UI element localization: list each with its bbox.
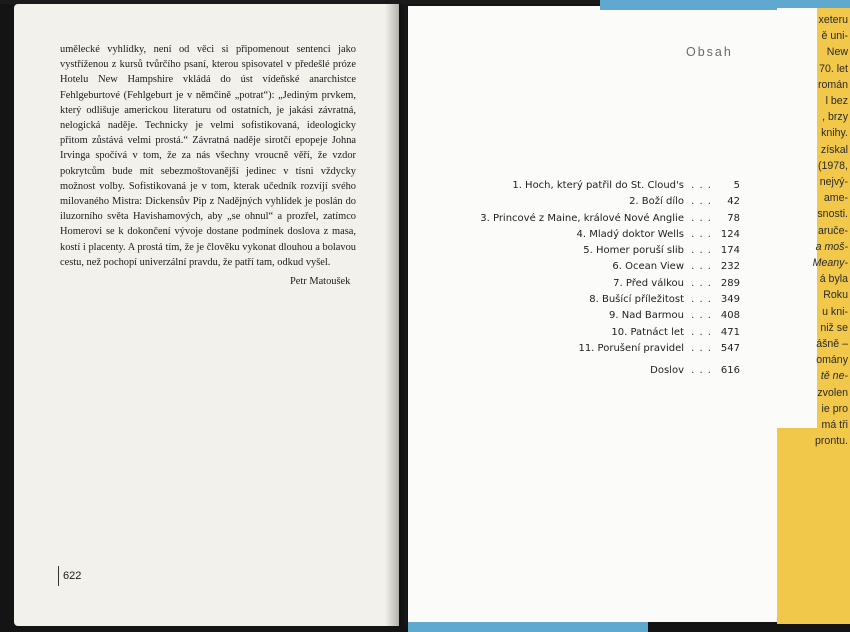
toc-dots: . . .: [691, 245, 712, 257]
flap-text: [780, 12, 848, 449]
flap-line: tě ne-: [820, 370, 848, 383]
flap-line: u kni-: [822, 305, 848, 318]
toc-title: 7. Před válkou: [613, 277, 684, 289]
toc-entry[interactable]: [470, 229, 740, 245]
flap-line: ě uni-: [821, 30, 848, 43]
flap-line: xeteru: [818, 14, 848, 26]
toc-title: 10. Patnáct let: [611, 326, 684, 338]
toc-entry-afterword[interactable]: [470, 365, 740, 381]
toc-entry[interactable]: [470, 343, 740, 359]
cover-edge-bottom: [408, 622, 648, 632]
flap-line: niž se: [820, 321, 848, 334]
toc-page: 616: [720, 365, 740, 377]
toc-title: 2. Boží dílo: [629, 196, 684, 208]
toc-page: 547: [720, 342, 740, 354]
toc-page: 349: [720, 294, 740, 306]
toc-page: 289: [720, 277, 740, 289]
toc-dots: . . .: [691, 310, 712, 322]
toc-entry[interactable]: [470, 180, 740, 196]
toc-page: 5: [733, 180, 740, 191]
flap-line: l bez: [825, 95, 848, 108]
toc-title: 11. Porušení pravidel: [578, 342, 684, 354]
toc-entry[interactable]: [470, 245, 740, 261]
toc-entry[interactable]: [470, 310, 740, 326]
page-number: 622: [58, 566, 81, 586]
toc-dots: . . .: [691, 180, 712, 191]
flap-line: á byla: [819, 273, 848, 286]
table-of-contents: [470, 180, 740, 382]
toc-dots: . . .: [691, 212, 712, 224]
flap-line: nejvý-: [819, 176, 848, 189]
flap-line: získal: [820, 143, 848, 156]
toc-title: 5. Homer poruší slib: [583, 245, 684, 257]
toc-title: 9. Nad Barmou: [609, 310, 684, 322]
toc-page: 232: [720, 261, 740, 273]
toc-page: 174: [720, 245, 740, 257]
toc-dots: . . .: [691, 277, 712, 289]
paragraph: umělecké vyhlídky, není od věci si připomenout sentenci jako vystříženou z kursů tvůrčího psaní, kterou spisovatel v předešlé próze Hotelu New Hampshire vkládá do úst vídeňské anarchistce Fehlgeburtové (Fehlgeburt je v němčině „potrat“): „Jediným prvkem, který odlišuje americkou literaturu od ostatních, je jakási závratná, nelogická naděje. Technicky je velmi sofistikovaná, ideologicky přitom zůstává velmi prostá.“ Závratná naděje sirotčí epopeje Johna Irvinga spočívá v tom, že za nás všechny vroucně věří, že vzdor pokrytcům bude mít sebezmoštovanější jedinec v tísni vždycky možnost volby. Sofistikovaná je v tom, kterak učedník rozvíjí svého milovaného Mistra: Dickensův Pip z Nadějných vyhlídek je poslán do iluzorního světa Havishamových, aby „se ohnul“ a prozřel, zatímco Homerovi se k dokončení vývoje dostane podmínek doslova z masa, kostí i placenty. A prostá tím, že je člověku vykonat dlouhou a bolavou cestu, než pochopí univerzální pravdu, že patří tam, odkud vyšel.: [60, 44, 356, 268]
toc-title: 6. Ocean View: [612, 261, 684, 273]
toc-page: 42: [727, 196, 740, 208]
flap-line: , brzy: [822, 111, 848, 124]
author-signature: Petr Matoušek: [290, 276, 351, 287]
toc-title: Doslov: [650, 365, 684, 377]
toc-entry[interactable]: [470, 327, 740, 343]
flap-line: knihy.: [821, 127, 848, 140]
flap-line: aruče-: [817, 224, 848, 237]
flap-line: a moš-: [815, 240, 848, 253]
toc-title: 4. Mladý doktor Wells: [576, 228, 684, 240]
toc-dots: . . .: [691, 326, 712, 338]
toc-dots: . . .: [691, 261, 712, 273]
flap-line: New: [826, 46, 848, 59]
toc-entry[interactable]: [470, 261, 740, 277]
toc-title: 8. Bušící příležitost: [589, 294, 684, 306]
flap-line: má tři: [821, 419, 848, 432]
toc-dots: . . .: [691, 365, 712, 377]
flap-line: omány: [816, 354, 848, 367]
flap-line: zvolen: [817, 386, 848, 399]
toc-page: 408: [720, 310, 740, 322]
flap-line: prontu.: [815, 435, 848, 448]
toc-title: 1. Hoch, který patřil do St. Cloud's: [512, 180, 684, 191]
flap-line: snosti.: [817, 208, 848, 221]
toc-dots: . . .: [691, 228, 712, 240]
toc-title: 3. Princové z Maine, králové Nové Anglie: [480, 212, 684, 224]
flap-line: román: [817, 78, 848, 91]
flap-line: Roku: [823, 289, 848, 302]
flap-line: Meany-: [812, 257, 848, 270]
toc-heading: Obsah: [686, 45, 733, 59]
toc-page: 124: [720, 228, 740, 240]
toc-entry[interactable]: [470, 196, 740, 212]
toc-dots: . . .: [691, 342, 712, 354]
toc-page: 471: [720, 326, 740, 338]
toc-dots: . . .: [691, 294, 712, 306]
flap-line: 70. let: [819, 62, 848, 75]
toc-entry[interactable]: [470, 213, 740, 229]
book-spine: [385, 4, 407, 626]
toc-dots: . . .: [691, 196, 712, 208]
toc-entry[interactable]: [470, 278, 740, 294]
flap-line: (1978,: [817, 159, 848, 172]
flap-line: ame-: [823, 192, 848, 205]
flap-line: ie pro: [821, 402, 848, 415]
toc-page: 78: [727, 212, 740, 224]
toc-entry[interactable]: [470, 294, 740, 310]
flap-line: ášně –: [816, 338, 848, 351]
afterword-text: [60, 42, 356, 270]
